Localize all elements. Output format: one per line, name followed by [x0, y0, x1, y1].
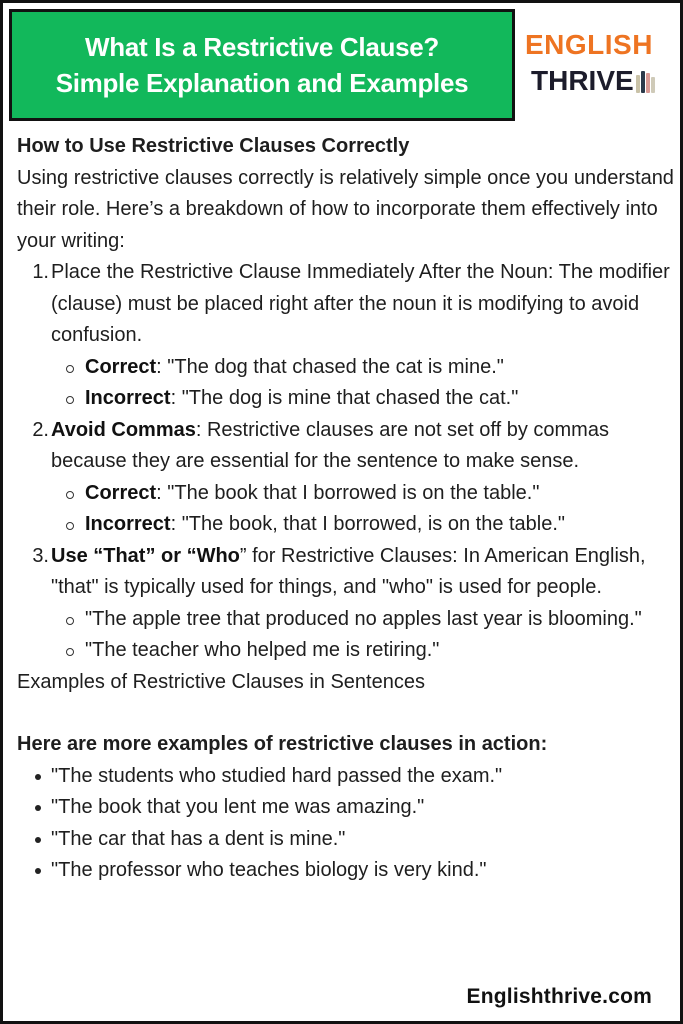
sub-item	[51, 478, 677, 510]
step-bold: Use “That” or “Who	[51, 544, 240, 567]
title-banner	[9, 9, 515, 121]
examples-title: Examples of Restrictive Clauses in Sentences	[17, 670, 425, 693]
step-number: 3.	[32, 544, 49, 567]
step-sublist	[51, 478, 677, 541]
logo-word-thrive-row	[531, 65, 656, 97]
title-line-2: Simple Explanation and Examples	[55, 68, 469, 98]
english-thrive-logo	[525, 29, 675, 109]
sub-item	[51, 352, 677, 384]
logo-word-english: ENGLISH	[525, 29, 653, 60]
spacer	[17, 698, 677, 729]
intro-paragraph: Using restrictive clauses correctly is relatively simple once you understand their role. Here’s a breakdown of how to incorporate them effectively into your writing:	[17, 166, 674, 252]
step-number: 1.	[32, 261, 49, 283]
sub-item	[51, 383, 677, 415]
sub-text: : "The dog that chased the cat is mine."	[156, 355, 504, 378]
books-icon	[636, 69, 656, 93]
sub-label: Correct	[85, 355, 157, 378]
examples-heading: Here are more examples of restrictive clauses in action:	[17, 733, 548, 755]
step-sublist	[51, 352, 677, 415]
section-heading: How to Use Restrictive Clauses Correctly	[17, 135, 410, 157]
step-item-1	[17, 257, 677, 415]
example-item: "The professor who teaches biology is very kind."	[17, 855, 677, 887]
title-line-1: What Is a Restrictive Clause?	[85, 32, 439, 62]
logo-word-thrive: THRIVE	[531, 65, 634, 96]
example-item: "The students who studied hard passed the exam."	[17, 761, 677, 793]
sub-text: : "The book, that I borrowed, is on the table."	[170, 513, 566, 535]
step-item-3	[17, 541, 677, 667]
sub-text: : "The dog is mine that chased the cat."	[170, 387, 519, 409]
sub-text: "The apple tree that produced no apples last year is blooming."	[85, 607, 642, 630]
step-text: ” for Restrictive Clauses: In American English, "that" is typically used for things, and "who" is used for people.	[51, 544, 646, 598]
step-item-2	[17, 415, 677, 541]
sub-label: Incorrect	[85, 387, 171, 409]
step-sublist	[51, 604, 677, 667]
sub-label: Incorrect	[85, 513, 171, 535]
sub-item	[51, 509, 677, 541]
step-number: 2.	[32, 418, 49, 441]
sub-item	[51, 604, 677, 636]
example-item: "The car that has a dent is mine."	[17, 824, 677, 856]
site-url: Englishthrive.com	[466, 985, 652, 1008]
sub-text: "The teacher who helped me is retiring."	[85, 639, 440, 661]
examples-list	[17, 761, 677, 887]
sub-item	[51, 635, 677, 667]
step-bold: Avoid Commas	[51, 418, 196, 441]
step-text: : Restrictive clauses are not set off by commas because they are essential for the sentence to make sense.	[51, 418, 609, 472]
example-item: "The book that you lent me was amazing."	[17, 792, 677, 824]
steps-list	[17, 257, 677, 667]
article-body	[17, 131, 677, 887]
sub-text: : "The book that I borrowed is on the table."	[156, 481, 540, 504]
sub-label: Correct	[85, 481, 157, 504]
step-text: Place the Restrictive Clause Immediately After the Noun: The modifier (clause) must be placed right after the noun it is modifying to avoid confusion.	[51, 261, 670, 346]
